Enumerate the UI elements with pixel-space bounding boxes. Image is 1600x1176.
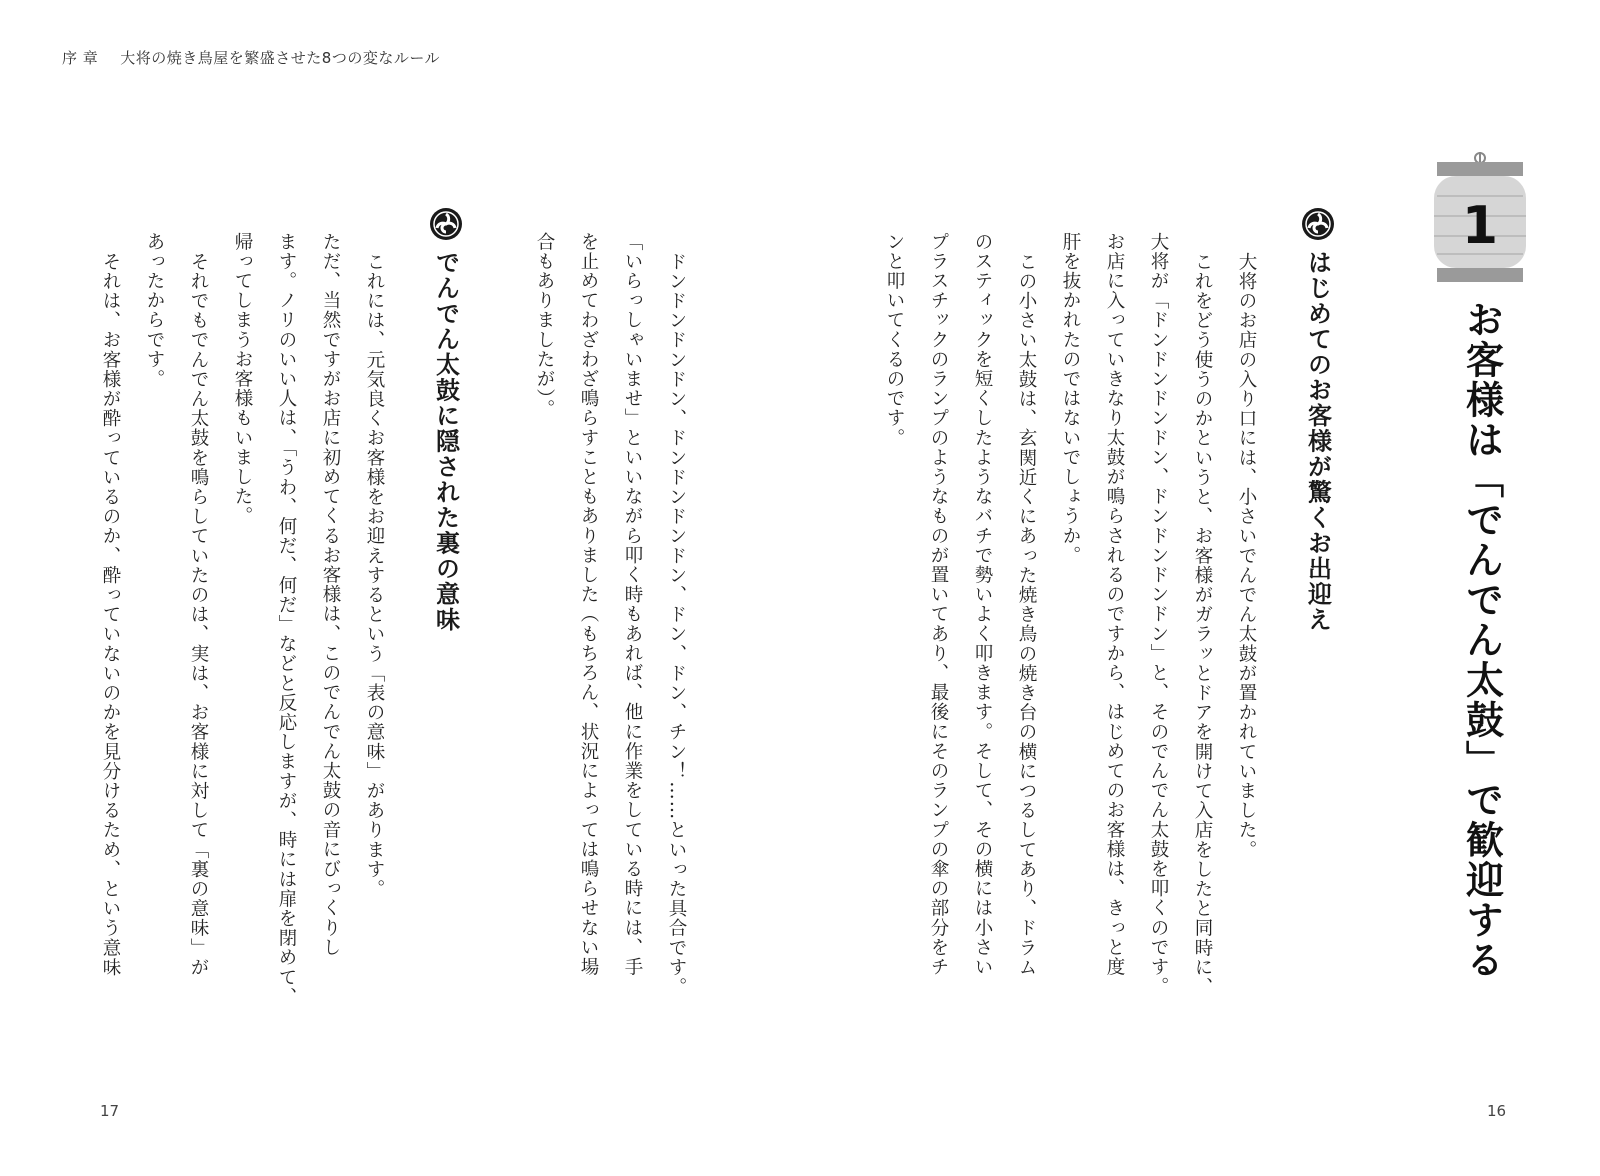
body-line: のスティックを短くしたようなバチで勢いよく叩きます。そして、その横には小さい — [972, 232, 993, 977]
right-subheading-text: はじめてのお客様が驚くお出迎え — [1303, 250, 1332, 633]
body-line: ます。ノリのいい人は、「うわ、何だ、何だ」などと反応しますが、時には扉を閉めて、 — [276, 232, 297, 1007]
body-line: これをどう使うのかというと、お客様がガラッとドアを開けて入店をしたと同時に、 — [1192, 252, 1213, 997]
body-line: あったからです。 — [144, 232, 165, 389]
section-title: お客様は「でんでん太鼓」で歓迎する — [1459, 300, 1504, 980]
running-head-chapter: 序 章 — [62, 49, 99, 67]
body-line: ンと叩いてくるのです。 — [884, 232, 905, 448]
body-line: これには、元気良くお客様をお迎えするという「表の意味」があります。 — [364, 252, 385, 899]
running-head-title: 大将の焼き鳥屋を繁盛させた8つの変なルール — [120, 49, 441, 67]
page-number-right: 16 — [1487, 1102, 1507, 1120]
body-line: 肝を抜かれたのではないでしょうか。 — [1060, 232, 1081, 566]
body-line: ドンドンドンドン、ドンドンドンドン、ドン、ドン、チン！……といった具合です。 — [666, 252, 687, 997]
body-line: を止めてわざわざ鳴らすこともありました（もちろん、状況によっては鳴らせない場 — [578, 232, 599, 977]
tomoe-mark-icon — [1302, 208, 1334, 240]
body-line: お店に入っていきなり太鼓が鳴らされるのですから、はじめてのお客様は、きっと度 — [1104, 232, 1125, 977]
body-line: 大将が「ドンドンドンドン、ドンドンドンドン」と、そのでんでん太鼓を叩くのです。 — [1148, 232, 1169, 997]
body-line: それでもでんでん太鼓を鳴らしていたのは、実は、お客様に対して「裏の意味」が — [188, 252, 209, 978]
left-subheading-text: でんでん太鼓に隠された裏の意味 — [431, 250, 460, 633]
body-line: 合もありましたが）。 — [534, 232, 555, 419]
body-line: それは、お客様が酔っているのか、酔っていないのかを見分けるため、という意味 — [100, 252, 121, 978]
body-line: この小さい太鼓は、玄関近くにあった焼き鳥の焼き台の横につるしてあり、ドラム — [1016, 252, 1037, 978]
left-subheading — [424, 208, 468, 633]
right-subheading — [1296, 208, 1340, 633]
body-line: 「いらっしゃいませ」といいながら叩く時もあれば、他に作業をしている時には、手 — [622, 232, 643, 977]
body-line: プラスチックのランプのようなものが置いてあり、最後にそのランプの傘の部分をチ — [928, 232, 949, 977]
section-number: 1 — [1461, 196, 1499, 256]
page-number-left: 17 — [100, 1102, 120, 1120]
body-line: 大将のお店の入り口には、小さいでんでん太鼓が置かれていました。 — [1236, 252, 1257, 860]
body-line: ただ、当然ですがお店に初めてくるお客様は、このでんでん太鼓の音にびっくりし — [320, 232, 341, 958]
body-line: 帰ってしまうお客様もいました。 — [232, 232, 253, 526]
running-head — [62, 47, 440, 68]
tomoe-mark-icon — [430, 208, 462, 240]
